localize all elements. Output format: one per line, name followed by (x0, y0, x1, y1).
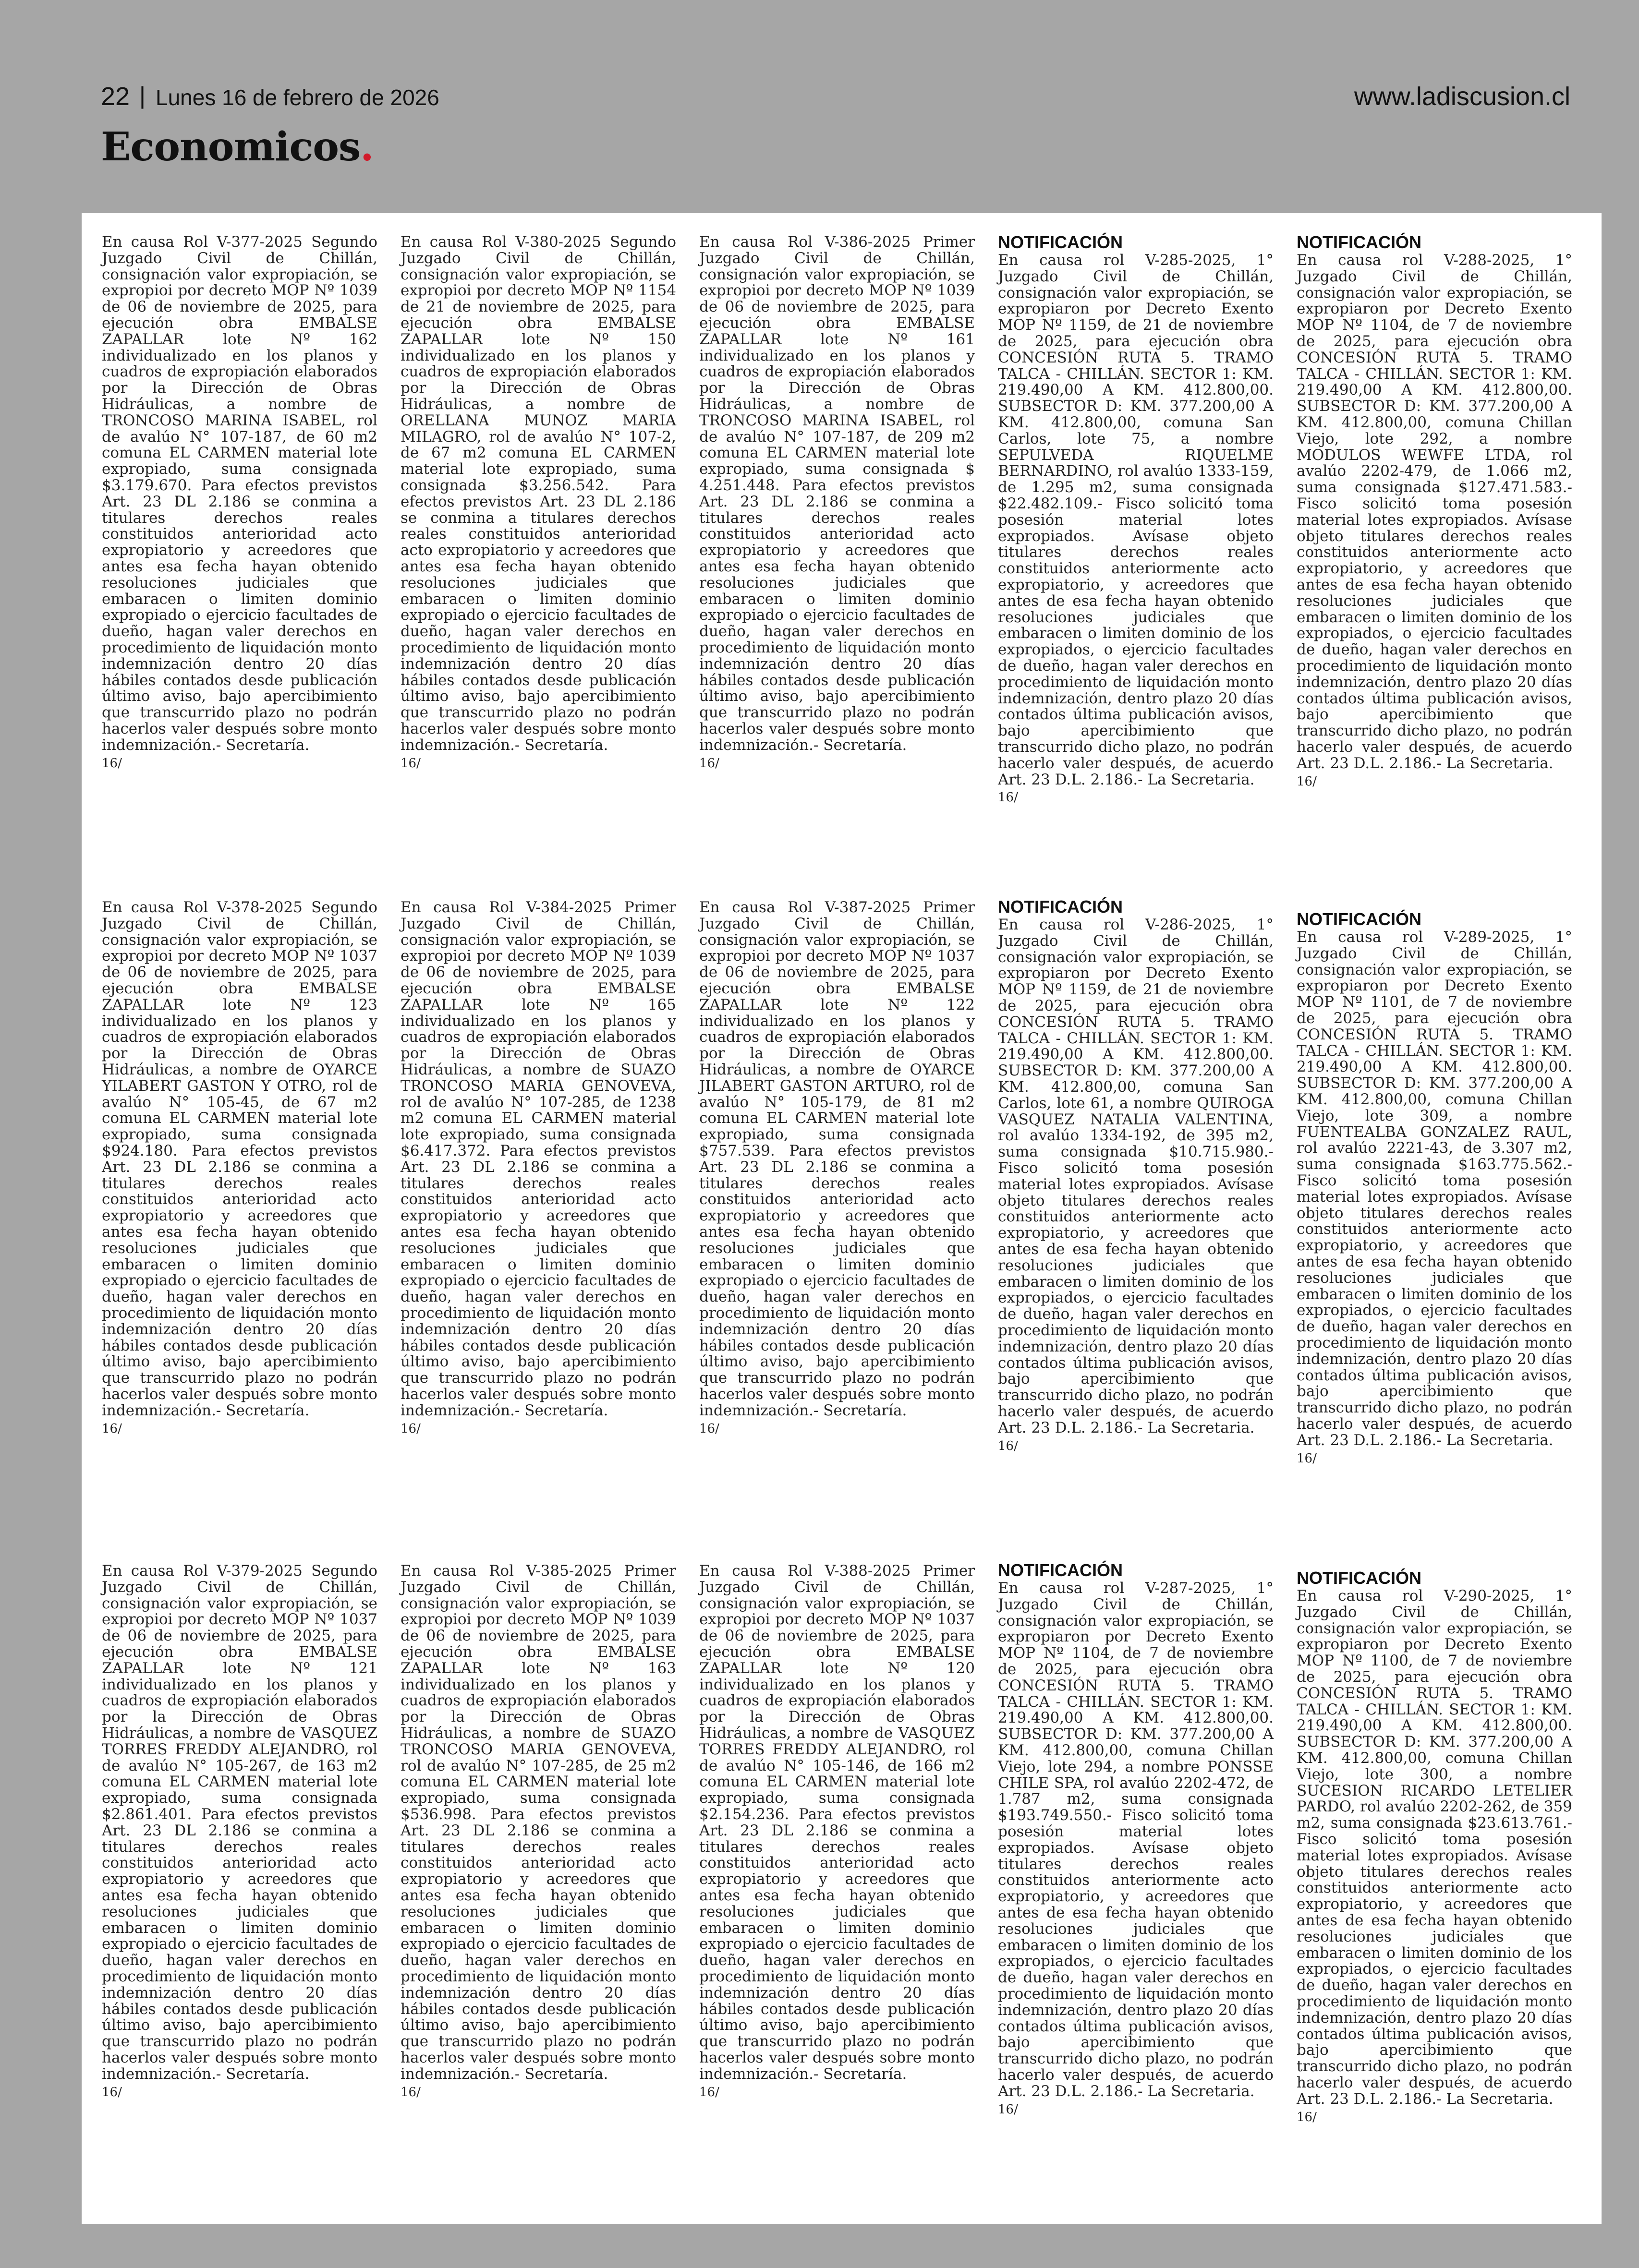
notification-notice (998, 232, 1274, 806)
legal-notice (102, 1563, 377, 2100)
notice-code: 16/ (401, 756, 421, 771)
notice-body: En causa Rol V-384-2025 Primer Juzgado Civil de Chillán, consignación valor expropiación, se expropioi por decreto MOP Nº 1039 de 06 de noviembre de 2025, para ejecución obra EMBALSE ZAPALLAR lote Nº 165 individualizado en los planos y cuadros de expropiación elaborados por la Dirección de Obras Hidráulicas, a nombre de SUAZO TRONCOSO MARIA GENOVEVA, rol de avalúo N° 107-285, de 1238 m2 comuna EL CARMEN material lote expropiado, suma consignada $6.417.372. Para efectos previstos Art. 23 DL 2.186 se conmina a titulares derechos reales constituidos anterioridad acto expropiatorio y acreedores que antes esa fecha hayan obtenido resoluciones judiciales que embaracen o limiten dominio expropiado o ejercicio facultades de dueño, hagan valer derechos en procedimiento de liquidación monto indemnización dentro 20 días hábiles contados desde publicación último aviso, bajo apercibimiento que transcurrido plazo no podrán hacerlos valer después sobre monto indemnización.- Secretaría. (401, 899, 676, 1419)
notice-code: 16/ (102, 756, 122, 771)
legal-notice (401, 234, 676, 772)
notice-code: 16/ (1297, 774, 1317, 789)
notice-body: En causa Rol V-379-2025 Segundo Juzgado Civil de Chillán, consignación valor expropiación, se expropioi por decreto MOP Nº 1037 de 06 de noviembre de 2025, para ejecución obra EMBALSE ZAPALLAR lote Nº 121 individualizado en los planos y cuadros de expropiación elaborados por la Dirección de Obras Hidráulicas, a nombre de VASQUEZ TORRES FREDDY ALEJANDRO, rol de avalúo N° 105-267, de 163 m2 comuna EL CARMEN material lote expropiado, suma consignada $2.861.401. Para efectos previstos Art. 23 DL 2.186 se conmina a titulares derechos reales constituidos anterioridad acto expropiatorio y acreedores que antes esa fecha hayan obtenido resoluciones judiciales que embaracen o limiten dominio expropiado o ejercicio facultades de dueño, hagan valer derechos en procedimiento de liquidación monto indemnización dentro 20 días hábiles contados desde publicación último aviso, bajo apercibimiento que transcurrido plazo no podrán hacerlos valer después sobre monto indemnización.- Secretaría. (102, 1562, 377, 2083)
notice-body: En causa rol V-287-2025, 1° Juzgado Civil de Chillán, consignación valor expropiación, se expropiaron por Decreto Exento MOP Nº 1104, de 7 de noviembre de 2025, para ejecución obra CONCESIÓN RUTA 5. TRAMO TALCA - CHILLÁN. SECTOR 1: KM. 219.490,00 A KM. 412.800,00. SUBSECTOR D: KM. 377.200,00 A KM. 412.800,00, comuna Chillan Viejo, lote 294, a nombre PONSSE CHILE SPA, rol avalúo 2202-472, de 1.787 m2, suma consignada $193.749.550.- Fisco solicitó toma posesión material lotes expropiados. Avísase objeto titulares derechos reales constituidos anteriormente acto expropiatorio, y acreedores que antes de esa fecha hayan obtenido resoluciones judiciales que embaracen o limiten dominio de los expropiados, o ejercicio facultades de dueño, hagan valer derechos en procedimiento de liquidación monto indemnización, dentro plazo 20 días contados última publicación avisos, bajo apercibimiento que transcurrido dicho plazo, no podrán hacerlo valer después, de acuerdo Art. 23 D.L. 2.186.- La Secretaria. (998, 1580, 1274, 2100)
notice-body: En causa rol V-286-2025, 1° Juzgado Civil de Chillán, consignación valor expropiación, se expropiaron por Decreto Exento MOP Nº 1159, de 21 de noviembre de 2025, para ejecución obra CONCESIÓN RUTA 5. TRAMO TALCA - CHILLÁN. SECTOR 1: KM. 219.490,00 A KM. 412.800,00. SUBSECTOR D: KM. 377.200,00 A KM. 412.800,00, comuna San Carlos, lote 61, a nombre QUIROGA VASQUEZ NATALIA VALENTINA, rol avalúo 1334-192, de 395 m2, suma consignada $10.715.980.- Fisco solicitó toma posesión material lotes expropiados. Avísase objeto titulares derechos reales constituidos anteriormente acto expropiatorio, y acreedores que antes de esa fecha hayan obtenido resoluciones judiciales que embaracen o limiten dominio de los expropiados, o ejercicio facultades de dueño, hagan valer derechos en procedimiento de liquidación monto indemnización, dentro plazo 20 días contados última publicación avisos, bajo apercibimiento que transcurrido dicho plazo, no podrán hacerlo valer después, de acuerdo Art. 23 D.L. 2.186.- La Secretaria. (998, 916, 1274, 1436)
notice-code: 16/ (699, 2085, 719, 2099)
page-number: 22 (101, 82, 130, 111)
notice-title: NOTIFICACIÓN (998, 1560, 1123, 1580)
legal-notice (699, 1563, 975, 2100)
notice-code: 16/ (401, 1421, 421, 1436)
notice-title: NOTIFICACIÓN (998, 232, 1123, 252)
notice-code: 16/ (1297, 1451, 1317, 1466)
page-header (101, 81, 1570, 114)
notice-code: 16/ (998, 2102, 1018, 2117)
notice-code: 16/ (998, 1438, 1018, 1453)
notice-body: En causa rol V-289-2025, 1° Juzgado Civil de Chillán, consignación valor expropiación, se expropiaron por Decreto Exento MOP Nº 1101, de 7 de noviembre de 2025, para ejecución obra CONCESIÓN RUTA 5. TRAMO TALCA - CHILLÁN. SECTOR 1: KM. 219.490,00 A KM. 412.800,00. SUBSECTOR D: KM. 377.200,00 A KM. 412.800,00, comuna Chillan Viejo, lote 309, a nombre FUENTEALBA GONZALEZ RAUL, rol avalúo 2221-43, de 3.307 m2, suma consignada $163.775.562.- Fisco solicitó toma posesión material lotes expropiados. Avísase objeto titulares derechos reales constituidos anteriormente acto expropiatorio, y acreedores que antes de esa fecha hayan obtenido resoluciones judiciales que embaracen o limiten dominio de los expropiados, o ejercicio facultades de dueño, hagan valer derechos en procedimiento de liquidación monto indemnización, dentro plazo 20 días contados última publicación avisos, bajo apercibimiento que transcurrido dicho plazo, no podrán hacerlo valer después, de acuerdo Art. 23 D.L. 2.186.- La Secretaria. (1297, 929, 1572, 1449)
section-title-text: Economicos (101, 124, 361, 170)
website-link[interactable]: www.ladiscusion.cl (1354, 82, 1570, 111)
notice-body: En causa Rol V-386-2025 Primer Juzgado Civil de Chillán, consignación valor expropiación, se expropioi por decreto MOP Nº 1039 de 06 de noviembre de 2025, para ejecución obra EMBALSE ZAPALLAR lote Nº 161 individualizado en los planos y cuadros de expropiación elaborados por la Dirección de Obras Hidráulicas, a nombre de TRONCOSO MARINA ISABEL, rol de avalúo N° 107-187, de 209 m2 comuna EL CARMEN material lote expropiado, suma consignada $ 4.251.448. Para efectos previstos Art. 23 DL 2.186 se conmina a titulares derechos reales constituidos anterioridad acto expropiatorio y acreedores que antes esa fecha hayan obtenido resoluciones judiciales que embaracen o limiten dominio expropiado o ejercicio facultades de dueño, hagan valer derechos en procedimiento de liquidación monto indemnización dentro 20 días hábiles contados desde publicación último aviso, bajo apercibimiento que transcurrido plazo no podrán hacerlos valer después sobre monto indemnización.- Secretaría. (699, 233, 975, 754)
header-separator: | (139, 82, 146, 109)
section-title (101, 124, 374, 170)
notice-body: En causa Rol V-380-2025 Segundo Juzgado Civil de Chillán, consignación valor expropiación, se expropioi por decreto MOP Nº 1154 de 21 de noviembre de 2025, para ejecución obra EMBALSE ZAPALLAR lote Nº 150 individualizado en los planos y cuadros de expropiación elaborados por la Dirección de Obras Hidráulicas, a nombre de ORELLANA MUNOZ MARIA MILAGRO, rol de avalúo N° 107-2, de 67 m2 comuna EL CARMEN material lote expropiado, suma consignada $3.256.542. Para efectos previstos Art. 23 DL 2.186 se conmina a titulares derechos reales constituidos anterioridad acto expropiatorio y acreedores que antes esa fecha hayan obtenido resoluciones judiciales que embaracen o limiten dominio expropiado o ejercicio facultades de dueño, hagan valer derechos en procedimiento de liquidación monto indemnización dentro 20 días hábiles contados desde publicación último aviso, bajo apercibimiento que transcurrido plazo no podrán hacerlos valer después sobre monto indemnización.- Secretaría. (401, 233, 676, 754)
legal-notice (401, 1563, 676, 2100)
notification-notice (1297, 1568, 1572, 2125)
notification-notice (1297, 909, 1572, 1467)
notice-title: NOTIFICACIÓN (1297, 909, 1421, 929)
notice-body: En causa rol V-285-2025, 1° Juzgado Civil de Chillán, consignación valor expropiación, se expropiaron por Decreto Exento MOP Nº 1159, de 21 de noviembre de 2025, para ejecución obra CONCESIÓN RUTA 5. TRAMO TALCA - CHILLÁN. SECTOR 1: KM. 219.490,00 A KM. 412.800,00. SUBSECTOR D: KM. 377.200,00 A KM. 412.800,00, comuna San Carlos, lote 75, a nombre SEPULVEDA RIQUELME BERNARDINO, rol avalúo 1333-159, de 1.295 m2, suma consignada $22.482.109.- Fisco solicitó toma posesión material lotes expropiados. Avísase objeto titulares derechos reales constituidos anteriormente acto expropiatorio, y acreedores que antes de esa fecha hayan obtenido resoluciones judiciales que embaracen o limiten dominio de los expropiados, o ejercicio facultades de dueño, hagan valer derechos en procedimiento de liquidación monto indemnización, dentro plazo 20 días contados última publicación avisos, bajo apercibimiento que transcurrido dicho plazo, no podrán hacerlo valer después, de acuerdo Art. 23 D.L. 2.186.- La Secretaria. (998, 252, 1274, 788)
notice-body: En causa Rol V-387-2025 Primer Juzgado Civil de Chillán, consignación valor expropiación, se expropioi por decreto MOP Nº 1037 de 06 de noviembre de 2025, para ejecución obra EMBALSE ZAPALLAR lote Nº 122 individualizado en los planos y cuadros de expropiación elaborados por la Dirección de Obras Hidráulicas, a nombre de OYARCE JILABERT GASTON ARTURO, rol de avalúo N° 105-179, de 81 m2 comuna EL CARMEN material lote expropiado, suma consignada $757.539. Para efectos previstos Art. 23 DL 2.186 se conmina a titulares derechos reales constituidos anterioridad acto expropiatorio y acreedores que antes esa fecha hayan obtenido resoluciones judiciales que embaracen o limiten dominio expropiado o ejercicio facultades de dueño, hagan valer derechos en procedimiento de liquidación monto indemnización dentro 20 días hábiles contados desde publicación último aviso, bajo apercibimiento que transcurrido plazo no podrán hacerlos valer después sobre monto indemnización.- Secretaría. (699, 899, 975, 1419)
notice-body: En causa Rol V-385-2025 Primer Juzgado Civil de Chillán, consignación valor expropiación, se expropioi por decreto MOP Nº 1039 de 06 de noviembre de 2025, para ejecución obra EMBALSE ZAPALLAR lote Nº 163 individualizado en los planos y cuadros de expropiación elaborados por la Dirección de Obras Hidráulicas, a nombre de SUAZO TRONCOSO MARIA GENOVEVA, rol de avalúo N° 107-285, de 25 m2 comuna EL CARMEN material lote expropiado, suma consignada $536.998. Para efectos previstos Art. 23 DL 2.186 se conmina a titulares derechos reales constituidos anterioridad acto expropiatorio y acreedores que antes esa fecha hayan obtenido resoluciones judiciales que embaracen o limiten dominio expropiado o ejercicio facultades de dueño, hagan valer derechos en procedimiento de liquidación monto indemnización dentro 20 días hábiles contados desde publicación último aviso, bajo apercibimiento que transcurrido plazo no podrán hacerlos valer después sobre monto indemnización.- Secretaría. (401, 1562, 676, 2083)
notification-notice (998, 897, 1274, 1454)
notice-title: NOTIFICACIÓN (1297, 1568, 1421, 1588)
notification-notice (1297, 232, 1572, 790)
notice-code: 16/ (401, 2085, 421, 2099)
notice-code: 16/ (102, 1421, 122, 1436)
notice-code: 16/ (699, 756, 719, 771)
notice-code: 16/ (102, 2085, 122, 2099)
notice-body: En causa rol V-288-2025, 1° Juzgado Civil de Chillán, consignación valor expropiación, se expropiaron por Decreto Exento MOP Nº 1104, de 7 de noviembre de 2025, para ejecución obra CONCESIÓN RUTA 5. TRAMO TALCA - CHILLÁN. SECTOR 1: KM. 219.490,00 A KM. 412.800,00. SUBSECTOR D: KM. 377.200,00 A KM. 412.800,00, comuna Chillan Viejo, lote 292, a nombre MODULOS WEWFE LTDA, rol avalúo 2202-479, de 1.066 m2, suma consignada $127.471.583.- Fisco solicitó toma posesión material lotes expropiados. Avísase objeto titulares derechos reales constituidos anteriormente acto expropiatorio, y acreedores que antes de esa fecha hayan obtenido resoluciones judiciales que embaracen o limiten dominio de los expropiados, o ejercicio facultades de dueño, hagan valer derechos en procedimiento de liquidación monto indemnización, dentro plazo 20 días contados última publicación avisos, bajo apercibimiento que transcurrido dicho plazo, no podrán hacerlo valer después, de acuerdo Art. 23 D.L. 2.186.- La Secretaria. (1297, 252, 1572, 772)
notification-notice (998, 1560, 1274, 2118)
legal-notice (102, 234, 377, 772)
edition-date: Lunes 16 de febrero de 2026 (156, 85, 439, 110)
notice-code: 16/ (699, 1421, 719, 1436)
legal-notice (699, 234, 975, 772)
notice-code: 16/ (1297, 2110, 1317, 2124)
notice-title: NOTIFICACIÓN (1297, 232, 1421, 252)
legal-notice (102, 900, 377, 1437)
classifieds-sheet (82, 213, 1602, 2224)
notice-code: 16/ (998, 790, 1018, 805)
notice-body: En causa Rol V-388-2025 Primer Juzgado Civil de Chillán, consignación valor expropiación, se expropioi por decreto MOP Nº 1037 de 06 de noviembre de 2025, para ejecución obra EMBALSE ZAPALLAR lote Nº 120 individualizado en los planos y cuadros de expropiación elaborados por la Dirección de Obras Hidráulicas, a nombre de VASQUEZ TORRES FREDDY ALEJANDRO, rol de avalúo N° 105-146, de 166 m2 comuna EL CARMEN material lote expropiado, suma consignada $2.154.236. Para efectos previstos Art. 23 DL 2.186 se conmina a titulares derechos reales constituidos anterioridad acto expropiatorio y acreedores que antes esa fecha hayan obtenido resoluciones judiciales que embaracen o limiten dominio expropiado o ejercicio facultades de dueño, hagan valer derechos en procedimiento de liquidación monto indemnización dentro 20 días hábiles contados desde publicación último aviso, bajo apercibimiento que transcurrido plazo no podrán hacerlos valer después sobre monto indemnización.- Secretaría. (699, 1562, 975, 2083)
legal-notice (699, 900, 975, 1437)
legal-notice (401, 900, 676, 1437)
notice-body: En causa Rol V-377-2025 Segundo Juzgado Civil de Chillán, consignación valor expropiación, se expropioi por decreto MOP Nº 1039 de 06 de noviembre de 2025, para ejecución obra EMBALSE ZAPALLAR lote Nº 162 individualizado en los planos y cuadros de expropiación elaborados por la Dirección de Obras Hidráulicas, a nombre de TRONCOSO MARINA ISABEL, rol de avalúo N° 107-187, de 60 m2 comuna EL CARMEN material lote expropiado, suma consignada $3.179.670. Para efectos previstos Art. 23 DL 2.186 se conmina a titulares derechos reales constituidos anterioridad acto expropiatorio y acreedores que antes esa fecha hayan obtenido resoluciones judiciales que embaracen o limiten dominio expropiado o ejercicio facultades de dueño, hagan valer derechos en procedimiento de liquidación monto indemnización dentro 20 días hábiles contados desde publicación último aviso, bajo apercibimiento que transcurrido plazo no podrán hacerlos valer después sobre monto indemnización.- Secretaría. (102, 233, 377, 754)
section-title-dot: . (360, 124, 374, 170)
notice-body: En causa rol V-290-2025, 1° Juzgado Civil de Chillán, consignación valor expropiación, se expropiaron por Decreto Exento MOP Nº 1100, de 7 de noviembre de 2025, para ejecución obra CONCESIÓN RUTA 5. TRAMO TALCA - CHILLÁN. SECTOR 1: KM. 219.490,00 A KM. 412.800,00. SUBSECTOR D: KM. 377.200,00 A KM. 412.800,00, comuna Chillan Viejo, lote 300, a nombre SUCESION RICARDO LETELIER PARDO, rol avalúo 2202-262, de 359 m2, suma consignada $23.613.761.- Fisco solicitó toma posesión material lotes expropiados. Avísase objeto titulares derechos reales constituidos anteriormente acto expropiatorio, y acreedores que antes de esa fecha hayan obtenido resoluciones judiciales que embaracen o limiten dominio de los expropiados, o ejercicio facultades de dueño, hagan valer derechos en procedimiento de liquidación monto indemnización, dentro plazo 20 días contados última publicación avisos, bajo apercibimiento que transcurrido dicho plazo, no podrán hacerlo valer después, de acuerdo Art. 23 D.L. 2.186.- La Secretaria. (1297, 1587, 1572, 2108)
notice-title: NOTIFICACIÓN (998, 897, 1123, 917)
notice-body: En causa Rol V-378-2025 Segundo Juzgado Civil de Chillán, consignación valor expropiación, se expropioi por decreto MOP Nº 1037 de 06 de noviembre de 2025, para ejecución obra EMBALSE ZAPALLAR lote Nº 123 individualizado en los planos y cuadros de expropiación elaborados por la Dirección de Obras Hidráulicas, a nombre de OYARCE YILABERT GASTON Y OTRO, rol de avalúo N° 105-45, de 67 m2 comuna EL CARMEN material lote expropiado, suma consignada $924.180. Para efectos previstos Art. 23 DL 2.186 se conmina a titulares derechos reales constituidos anterioridad acto expropiatorio y acreedores que antes esa fecha hayan obtenido resoluciones judiciales que embaracen o limiten dominio expropiado o ejercicio facultades de dueño, hagan valer derechos en procedimiento de liquidación monto indemnización dentro 20 días hábiles contados desde publicación último aviso, bajo apercibimiento que transcurrido plazo no podrán hacerlos valer después sobre monto indemnización.- Secretaría. (102, 899, 377, 1419)
